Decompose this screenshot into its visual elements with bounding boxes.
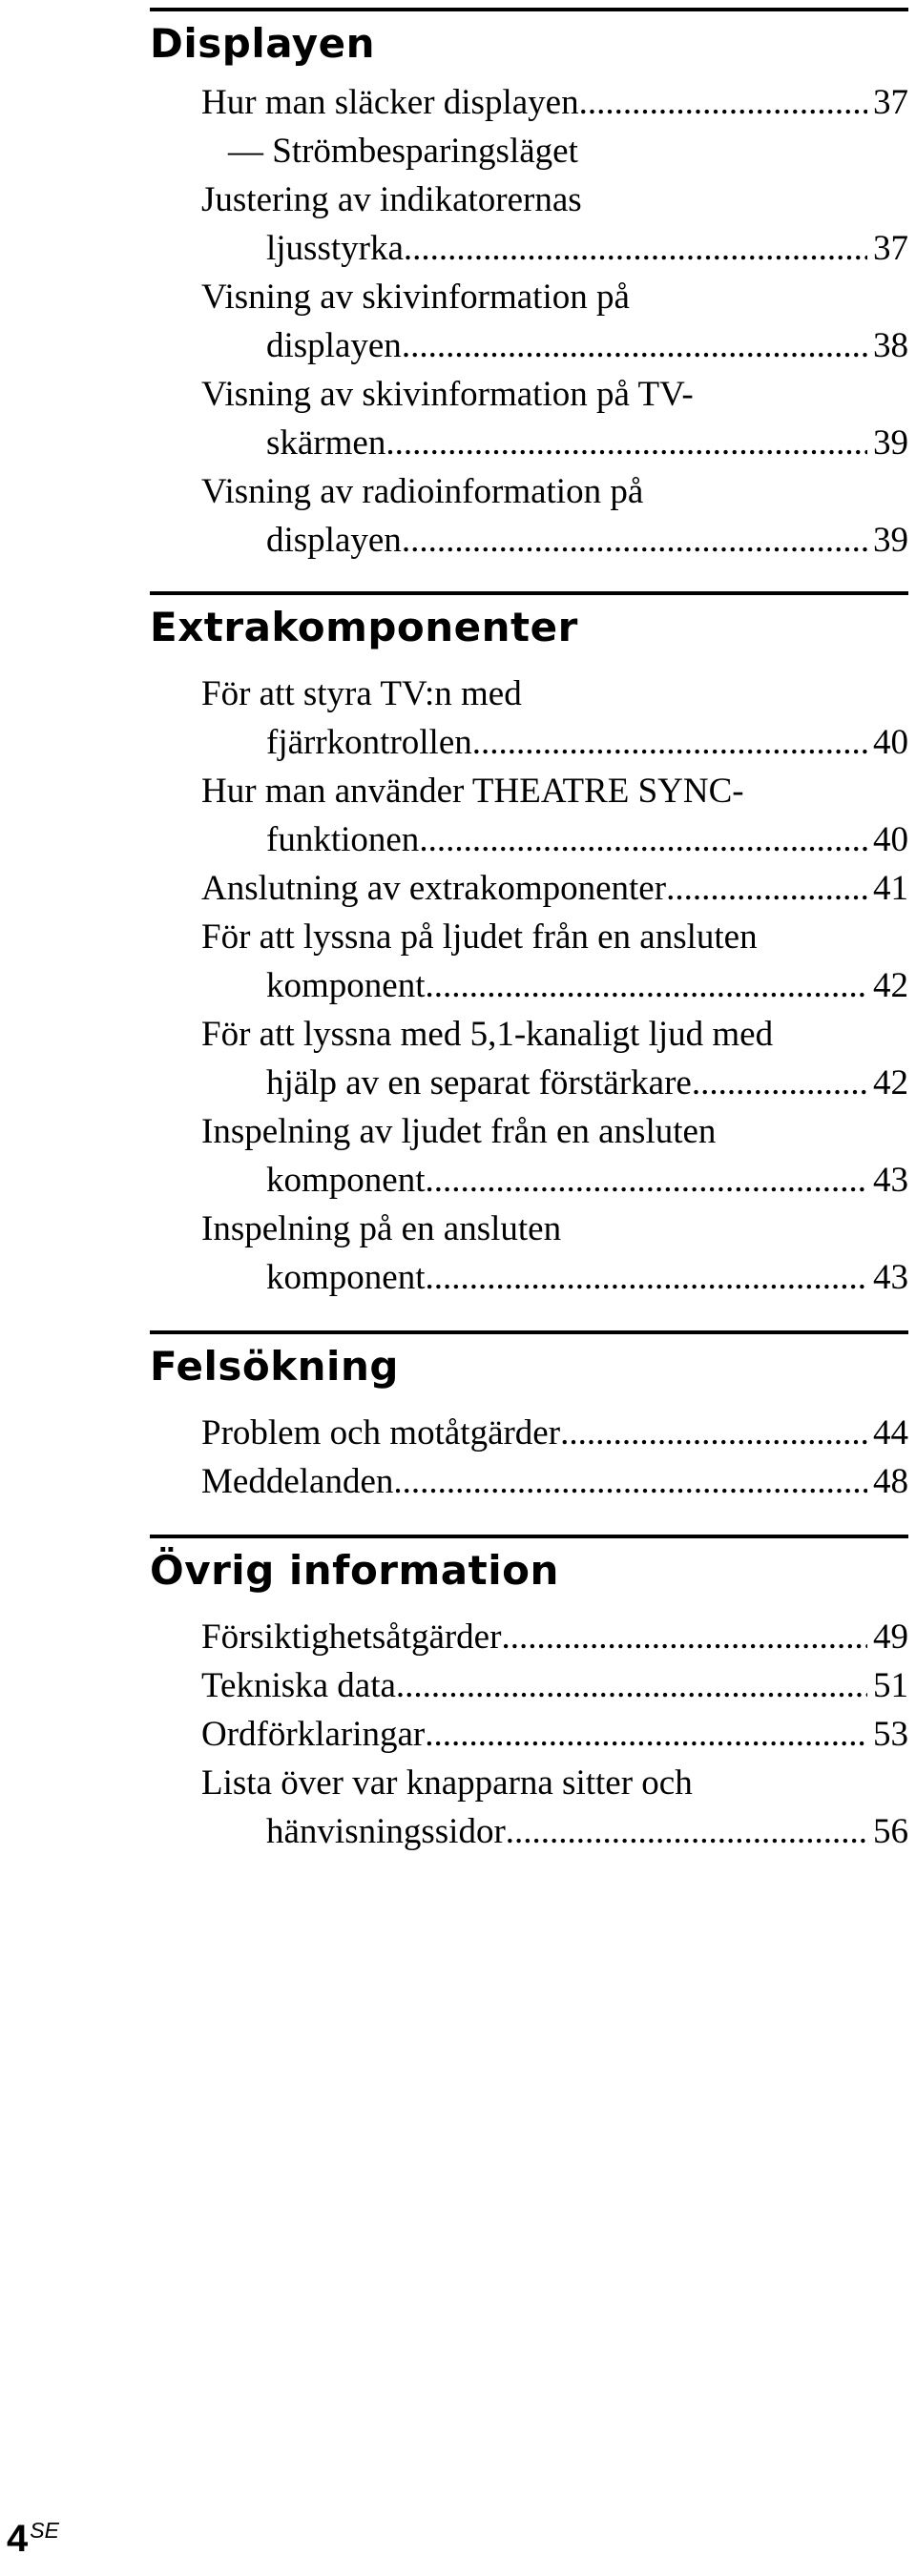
toc-page-number: 39	[873, 423, 908, 463]
toc-entry[interactable]	[201, 273, 908, 370]
toc-entry-text: Visning av skivinformation på	[201, 278, 630, 317]
toc-entry-text: ljusstyrka	[266, 229, 404, 268]
section-rule	[150, 1330, 908, 1334]
dot-leader	[506, 1807, 867, 1856]
toc-entry-text: Hur man släcker displayen	[201, 83, 579, 122]
toc-entry-text: displayen	[266, 326, 402, 365]
toc-page-number: 44	[873, 1413, 908, 1453]
toc-entry-text: skärmen	[266, 423, 386, 463]
toc-page-number: 40	[873, 820, 908, 859]
toc-entry-text: — Strömbesparingsläget	[228, 132, 578, 171]
dot-leader	[402, 516, 867, 565]
dot-leader	[402, 321, 867, 370]
toc-page-number: 53	[873, 1715, 908, 1754]
toc-page-number: 56	[873, 1812, 908, 1851]
toc-entry-text: Inspelning på en ansluten	[201, 1209, 562, 1248]
toc-entry[interactable]	[201, 670, 908, 767]
toc-entry-text: Tekniska data	[201, 1666, 396, 1705]
section-ovrig-information	[150, 1535, 908, 1856]
toc-page-number: 40	[873, 723, 908, 762]
toc-page-number: 42	[873, 966, 908, 1005]
toc-entry[interactable]	[201, 864, 908, 913]
dot-leader	[692, 1059, 867, 1107]
section-rule	[150, 591, 908, 595]
toc-page-number: 51	[873, 1666, 908, 1705]
toc-entry-text: Inspelning av ljudet från en ansluten	[201, 1112, 717, 1151]
dot-leader	[472, 718, 867, 767]
section-title: Övrig information	[150, 1547, 559, 1594]
toc-entry-text: komponent	[266, 1258, 426, 1297]
toc-entry-text: Anslutning av extrakomponenter	[201, 869, 667, 908]
toc-entry-text: Lista över var knapparna sitter och	[201, 1763, 693, 1803]
toc-entry[interactable]	[201, 1409, 908, 1457]
toc-entry-text: Visning av skivinformation på TV-	[201, 375, 694, 414]
toc-entry-text: Hur man använder THEATRE SYNC-	[201, 772, 744, 811]
toc-entry[interactable]	[201, 1759, 908, 1856]
toc-list-ovrig	[150, 1613, 908, 1856]
dot-leader	[404, 224, 867, 273]
language-code: SE	[30, 2518, 59, 2543]
dot-leader	[579, 78, 867, 127]
toc-page-number: 43	[873, 1161, 908, 1200]
toc-page-number: 42	[873, 1063, 908, 1103]
dot-leader	[560, 1409, 867, 1457]
toc-page-number: 49	[873, 1618, 908, 1657]
section-rule	[150, 1535, 908, 1538]
toc-entry-text: Meddelanden	[201, 1462, 394, 1501]
toc-list-displayen	[150, 78, 908, 565]
toc-entry-text: För att lyssna på ljudet från en ansluten	[201, 917, 758, 957]
toc-page-number: 43	[873, 1258, 908, 1297]
toc-entry[interactable]	[201, 1205, 908, 1302]
toc-entry[interactable]	[201, 78, 908, 127]
dot-leader	[666, 864, 867, 913]
page-number-footer	[7, 2520, 59, 2558]
toc-entry[interactable]	[201, 1457, 908, 1506]
toc-page-number: 48	[873, 1462, 908, 1501]
toc-entry[interactable]	[201, 1107, 908, 1205]
section-title: Displayen	[150, 20, 376, 67]
toc-entry-text: För att styra TV:n med	[201, 674, 522, 713]
toc-entry[interactable]	[201, 1710, 908, 1759]
toc-entry-text: hänvisningssidor	[266, 1812, 506, 1851]
dot-leader	[501, 1613, 867, 1661]
section-displayen	[150, 8, 908, 565]
toc-entry-text: komponent	[266, 1161, 426, 1200]
dot-leader	[385, 419, 867, 467]
toc-entry-text: Ordförklaringar	[201, 1715, 426, 1754]
toc-page-number: 37	[873, 83, 908, 122]
toc-entry[interactable]	[201, 913, 908, 1010]
toc-entry[interactable]	[201, 1661, 908, 1710]
toc-entry[interactable]	[201, 175, 908, 273]
toc-entry-text: komponent	[266, 966, 426, 1005]
toc-entry-text: displayen	[266, 521, 402, 560]
toc-entry-text: Försiktighetsåtgärder	[201, 1618, 502, 1657]
toc-entry-text: Visning av radioinformation på	[201, 472, 644, 511]
dot-leader	[396, 1661, 867, 1710]
toc-entry[interactable]	[201, 1613, 908, 1661]
toc-entry-text: Problem och motåtgärder	[201, 1413, 561, 1453]
toc-entry-text: För att lyssna med 5,1-kanaligt ljud med	[201, 1015, 774, 1054]
toc-entry[interactable]	[201, 767, 908, 864]
toc-entry	[201, 127, 908, 175]
dot-leader	[393, 1457, 867, 1506]
toc-entry-text: hjälp av en separat förstärkare	[266, 1063, 692, 1103]
section-rule	[150, 8, 908, 11]
dot-leader	[425, 961, 867, 1010]
section-extrakomponenter	[150, 591, 908, 1302]
toc-list-extrakomponenter	[150, 670, 908, 1302]
toc-entry[interactable]	[201, 467, 908, 565]
toc-page-number: 39	[873, 521, 908, 560]
toc-page-number: 37	[873, 229, 908, 268]
section-title: Extrakomponenter	[150, 604, 578, 650]
section-title: Felsökning	[150, 1343, 399, 1390]
dot-leader	[425, 1253, 867, 1302]
toc-entry-text: fjärrkontrollen	[266, 723, 472, 762]
dot-leader	[425, 1156, 867, 1205]
toc-list-felsokning	[150, 1409, 908, 1506]
toc-entry[interactable]	[201, 1010, 908, 1107]
toc-page-number: 38	[873, 326, 908, 365]
section-felsokning	[150, 1330, 908, 1506]
dot-leader	[419, 815, 867, 864]
toc-entry-text: funktionen	[266, 820, 420, 859]
page-number: 4	[7, 2518, 29, 2560]
dot-leader	[425, 1710, 867, 1759]
toc-page-number: 41	[873, 869, 908, 908]
toc-entry-text: Justering av indikatorernas	[201, 180, 582, 219]
toc-entry[interactable]	[201, 370, 908, 467]
